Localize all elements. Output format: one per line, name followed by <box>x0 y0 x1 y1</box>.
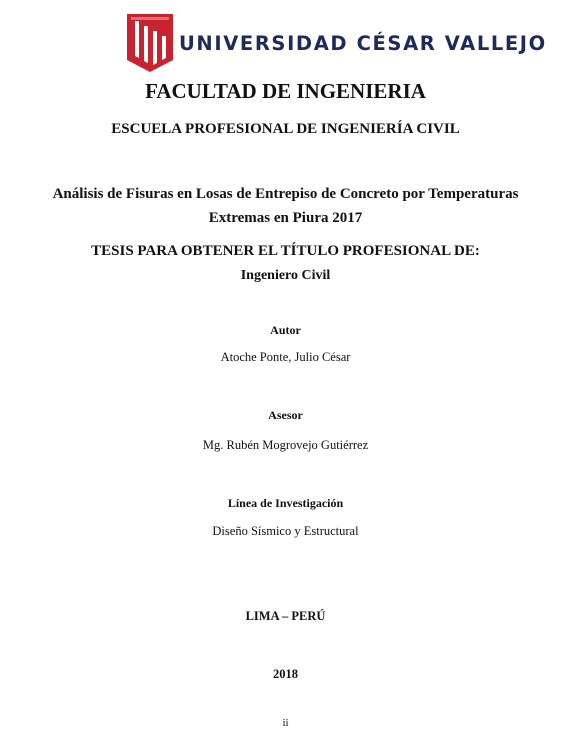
university-name: UNIVERSIDAD CÉSAR VALLEJO <box>179 32 547 55</box>
advisor-name: Mg. Rubén Mogrovejo Gutiérrez <box>202 438 369 452</box>
year: 2018 <box>273 667 298 681</box>
faculty-title: FACULTAD DE INGENIERIA <box>145 79 426 103</box>
thesis-title-line-2: Extremas en Piura 2017 <box>208 210 363 226</box>
author-label: Autor <box>270 323 301 337</box>
page-number: ii <box>282 717 289 729</box>
author-name: Atoche Ponte, Julio César <box>220 350 351 364</box>
advisor-label: Asesor <box>268 408 303 422</box>
degree-heading: TESIS PARA OBTENER EL TÍTULO PROFESIONAL DE: <box>91 243 480 259</box>
degree-name: Ingeniero Civil <box>240 268 331 283</box>
university-logo <box>127 14 547 72</box>
ucv-shield-logo-icon <box>127 14 173 72</box>
thesis-title-line-1: Análisis de Fisuras en Losas de Entrepiso de Concreto por Temperaturas <box>52 186 519 202</box>
research-line-value: Diseño Sísmico y Estructural <box>212 524 359 538</box>
school-title: ESCUELA PROFESIONAL DE INGENIERÍA CIVIL <box>111 121 460 137</box>
place: LIMA – PERÚ <box>245 609 326 623</box>
research-line-label: Línea de Investigación <box>227 496 344 510</box>
